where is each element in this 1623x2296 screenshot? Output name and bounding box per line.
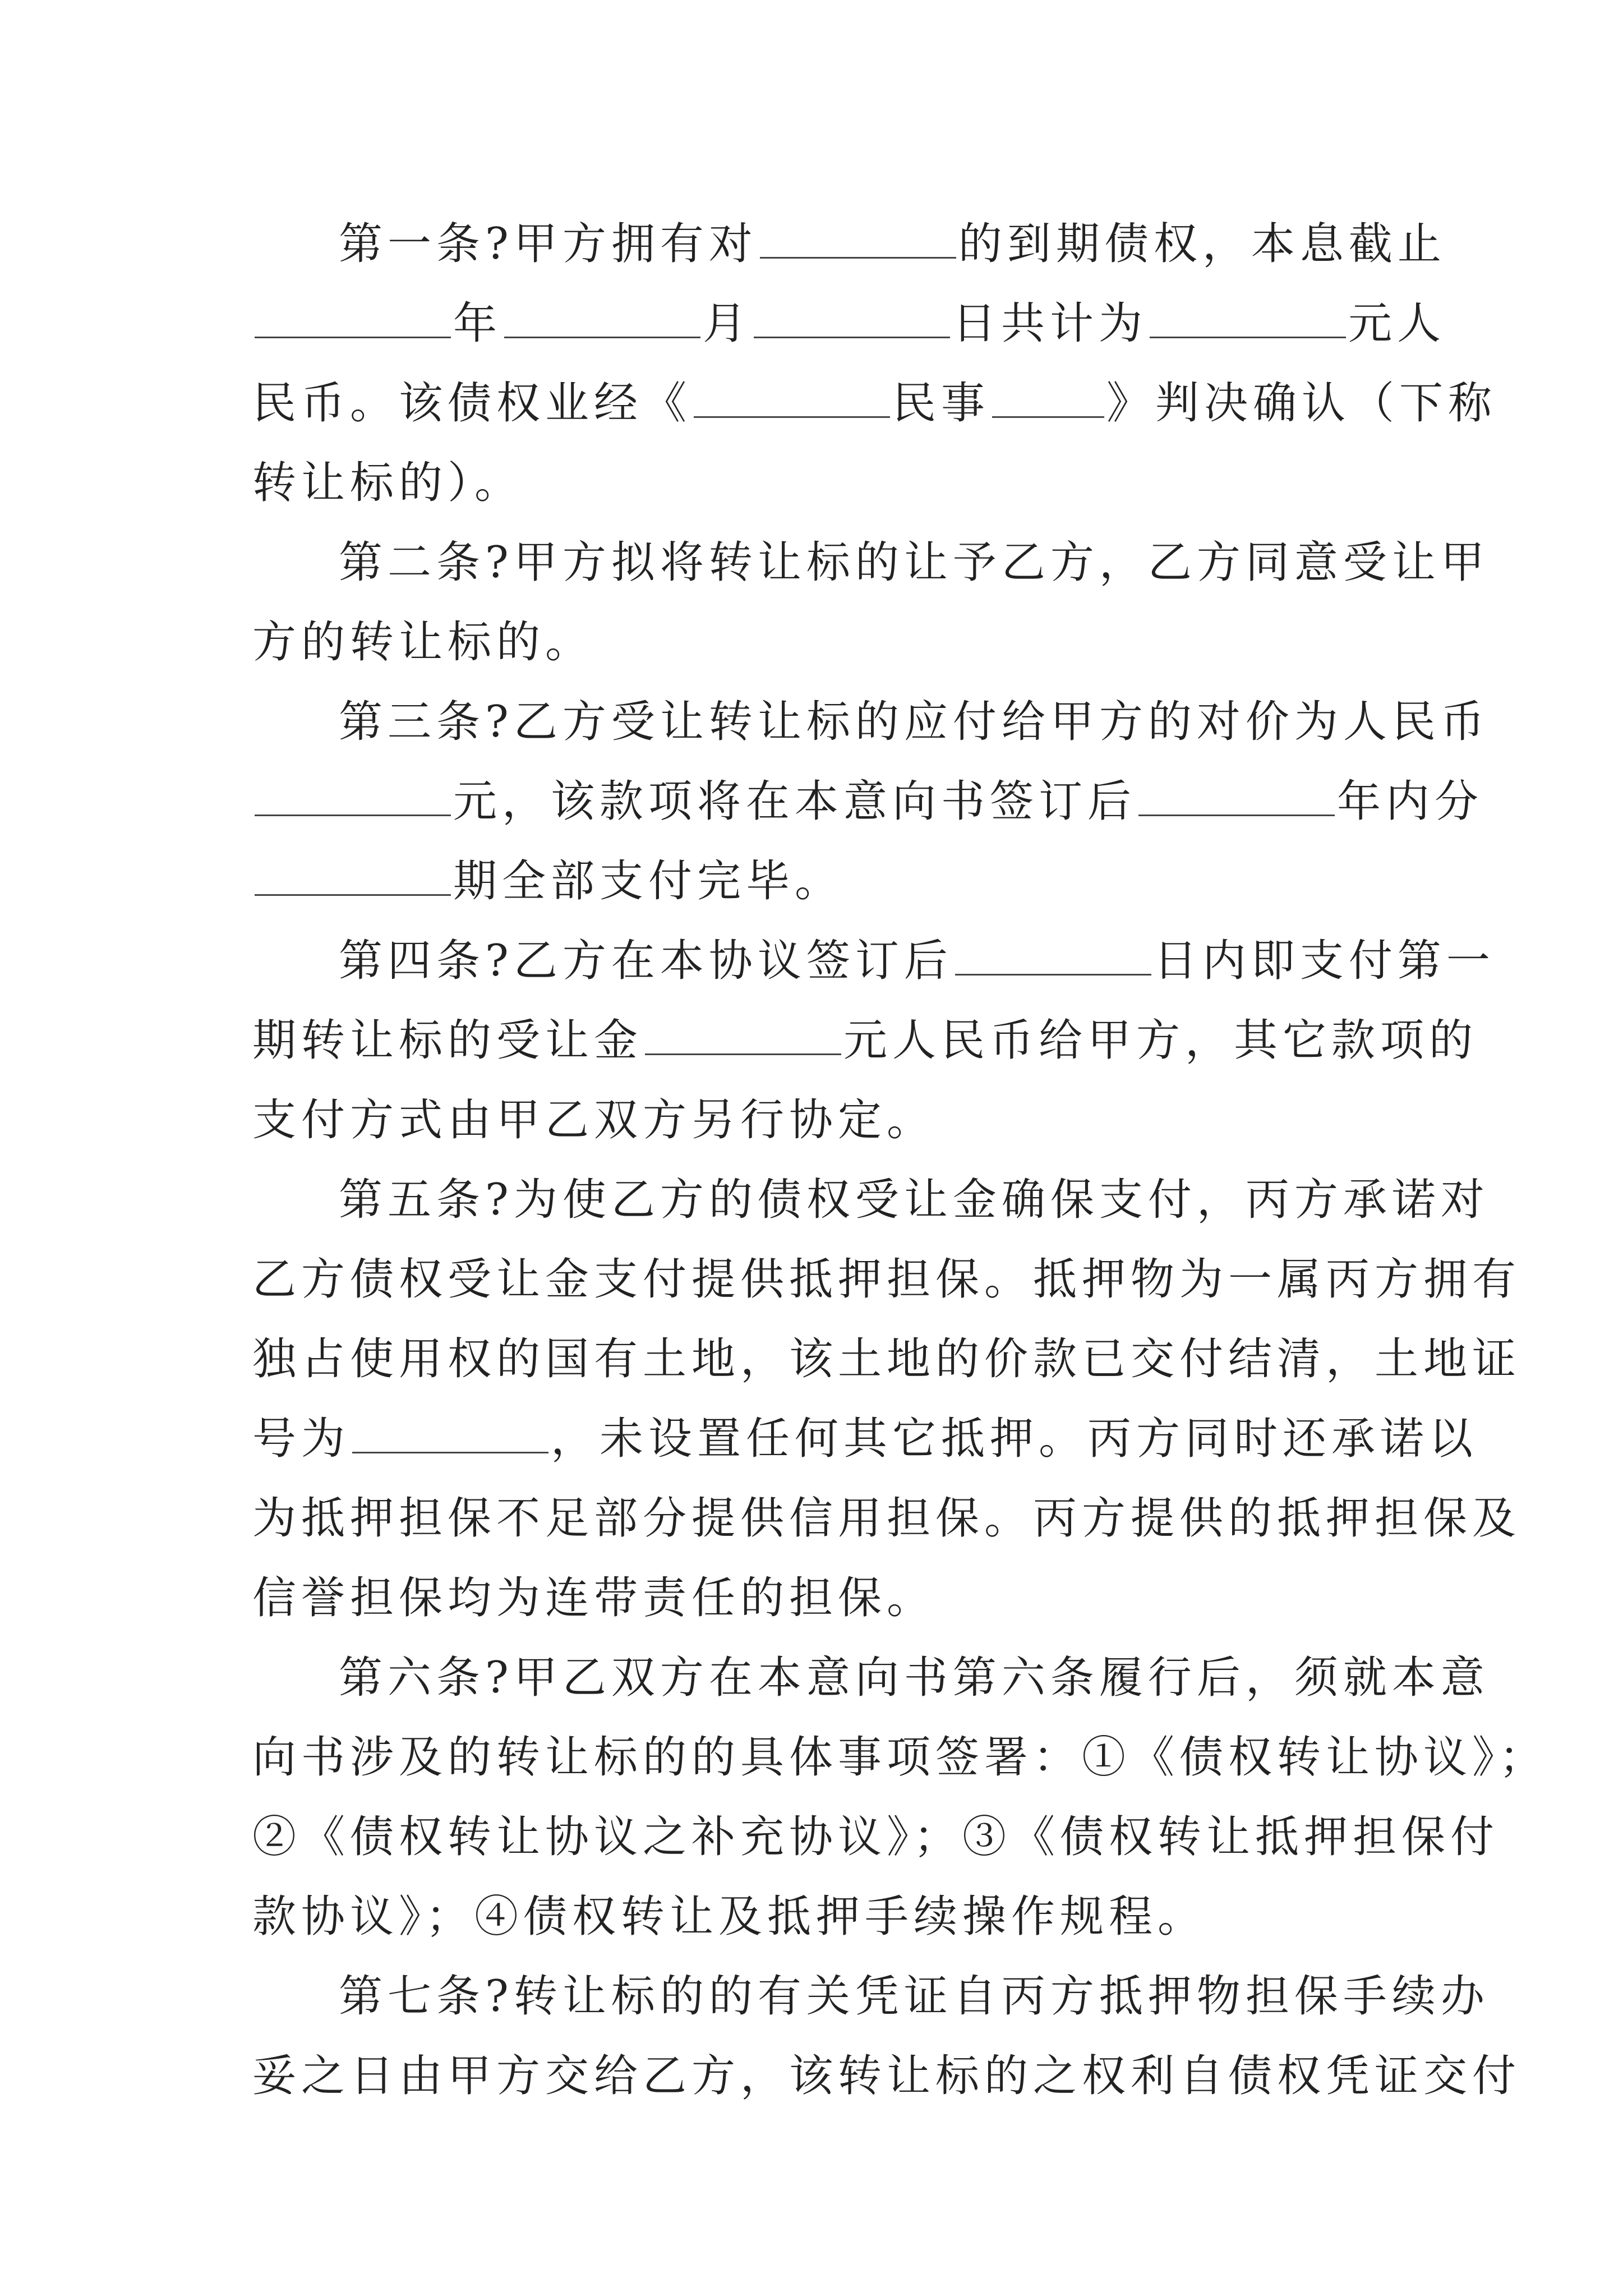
text-segment: 第四条?乙方在本协议签订后 bbox=[339, 936, 953, 986]
text-segment: 款协议》；④债权转让及抵押手续操作规程。 bbox=[252, 1892, 1207, 1942]
text-segment: 》判决确认（下称 bbox=[1106, 378, 1497, 429]
article-1-line-3 bbox=[252, 372, 1497, 434]
text-segment: ②《债权转让协议之补充协议》；③《债权转让抵押担保付 bbox=[252, 1812, 1500, 1862]
text-segment: 元，该款项将在本意向书签订后 bbox=[453, 776, 1137, 827]
blank-field-amount[interactable] bbox=[1150, 297, 1346, 338]
text-segment: 独占使用权的国有土地，该土地的价款已交付结清，土地证 bbox=[252, 1334, 1521, 1384]
article-3-line-3 bbox=[252, 850, 1385, 912]
text-segment: 元人民币给甲方，其它款项的 bbox=[843, 1015, 1478, 1066]
article-7-line-2 bbox=[252, 2045, 1521, 2107]
text-segment: 期转让标的受让金 bbox=[252, 1015, 643, 1066]
text-segment: 日内即支付第一 bbox=[1153, 936, 1495, 986]
blank-field[interactable] bbox=[694, 377, 890, 418]
text-segment: 转让标的）。 bbox=[252, 458, 524, 508]
article-3-line-2 bbox=[252, 771, 1484, 832]
article-6-line-2 bbox=[252, 1727, 1548, 1788]
article-5-line-2 bbox=[252, 1249, 1521, 1310]
article-4-line-3 bbox=[252, 1089, 1385, 1151]
text-segment: 第五条?为使乙方的债权受让金确保支付，丙方承诺对 bbox=[339, 1175, 1490, 1225]
text-segment: 第六条?甲乙双方在本意向书第六条履行后，须就本意 bbox=[339, 1653, 1490, 1703]
blank-field-day[interactable] bbox=[754, 297, 950, 338]
blank-field[interactable] bbox=[955, 935, 1151, 976]
blank-field[interactable] bbox=[760, 218, 956, 259]
article-4-line-2 bbox=[252, 1010, 1478, 1071]
article-3-line-1 bbox=[339, 691, 1490, 753]
text-segment: 第一条?甲方拥有对 bbox=[339, 219, 758, 269]
article-6-line-1 bbox=[339, 1647, 1490, 1709]
text-segment: 妥之日由甲方交给乙方，该转让标的之权利自债权凭证交付 bbox=[252, 2051, 1521, 2101]
text-segment: 号为 bbox=[252, 1414, 351, 1464]
text-segment: 的到期债权，本息截止 bbox=[958, 219, 1446, 269]
text-segment: 元人 bbox=[1348, 298, 1446, 349]
text-segment: 第二条?甲方拟将转让标的让予乙方，乙方同意受让甲 bbox=[339, 537, 1490, 588]
article-5-line-4 bbox=[252, 1408, 1478, 1470]
article-2-line-2 bbox=[252, 611, 1385, 673]
text-segment: 第七条?转让标的的有关凭证自丙方抵押物担保手续办 bbox=[339, 1971, 1490, 2022]
blank-field[interactable] bbox=[992, 377, 1104, 418]
article-5-line-5 bbox=[252, 1488, 1521, 1549]
article-5-line-3 bbox=[252, 1328, 1521, 1390]
text-segment: 第三条?乙方受让转让标的应付给甲方的对价为人民币 bbox=[339, 697, 1490, 747]
article-7-line-1 bbox=[339, 1966, 1490, 2027]
text-segment: 民币。该债权业经《 bbox=[252, 378, 692, 429]
text-segment: 期全部支付完毕。 bbox=[453, 856, 844, 907]
text-segment: ，未设置任何其它抵押。丙方同时还承诺以 bbox=[551, 1414, 1478, 1464]
article-1-line-2 bbox=[252, 293, 1446, 355]
article-1-line-1 bbox=[339, 213, 1446, 275]
blank-field[interactable] bbox=[645, 1014, 841, 1055]
text-segment: 向书涉及的转让标的的具体事项签署：①《债权转让协议》； bbox=[252, 1732, 1548, 1783]
blank-field[interactable] bbox=[352, 1412, 548, 1453]
text-segment: 年 bbox=[453, 298, 502, 349]
article-5-line-6 bbox=[252, 1567, 1385, 1629]
text-segment: 支付方式由甲乙双方另行协定。 bbox=[252, 1095, 936, 1145]
article-1-line-4 bbox=[252, 452, 1385, 514]
text-segment: 乙方债权受让金支付提供抵押担保。抵押物为一属丙方拥有 bbox=[252, 1254, 1521, 1305]
blank-field-month[interactable] bbox=[504, 297, 700, 338]
text-segment: 年内分 bbox=[1337, 776, 1484, 827]
blank-field[interactable] bbox=[255, 775, 451, 816]
article-4-line-1 bbox=[339, 930, 1495, 992]
text-segment: 为抵押担保不足部分提供信用担保。丙方提供的抵押担保及 bbox=[252, 1493, 1521, 1544]
article-2-line-1 bbox=[339, 532, 1490, 593]
article-5-line-1 bbox=[339, 1169, 1490, 1231]
blank-field-year[interactable] bbox=[255, 297, 451, 338]
text-segment: 信誉担保均为连带责任的担保。 bbox=[252, 1573, 936, 1623]
article-6-line-3 bbox=[252, 1806, 1500, 1868]
text-segment: 月 bbox=[703, 298, 752, 349]
text-segment: 日共计为 bbox=[952, 298, 1148, 349]
blank-field[interactable] bbox=[1138, 775, 1335, 816]
text-segment: 民事 bbox=[892, 378, 990, 429]
text-segment: 方的转让标的。 bbox=[252, 617, 594, 668]
blank-field[interactable] bbox=[255, 855, 451, 896]
article-6-line-4 bbox=[252, 1886, 1385, 1948]
